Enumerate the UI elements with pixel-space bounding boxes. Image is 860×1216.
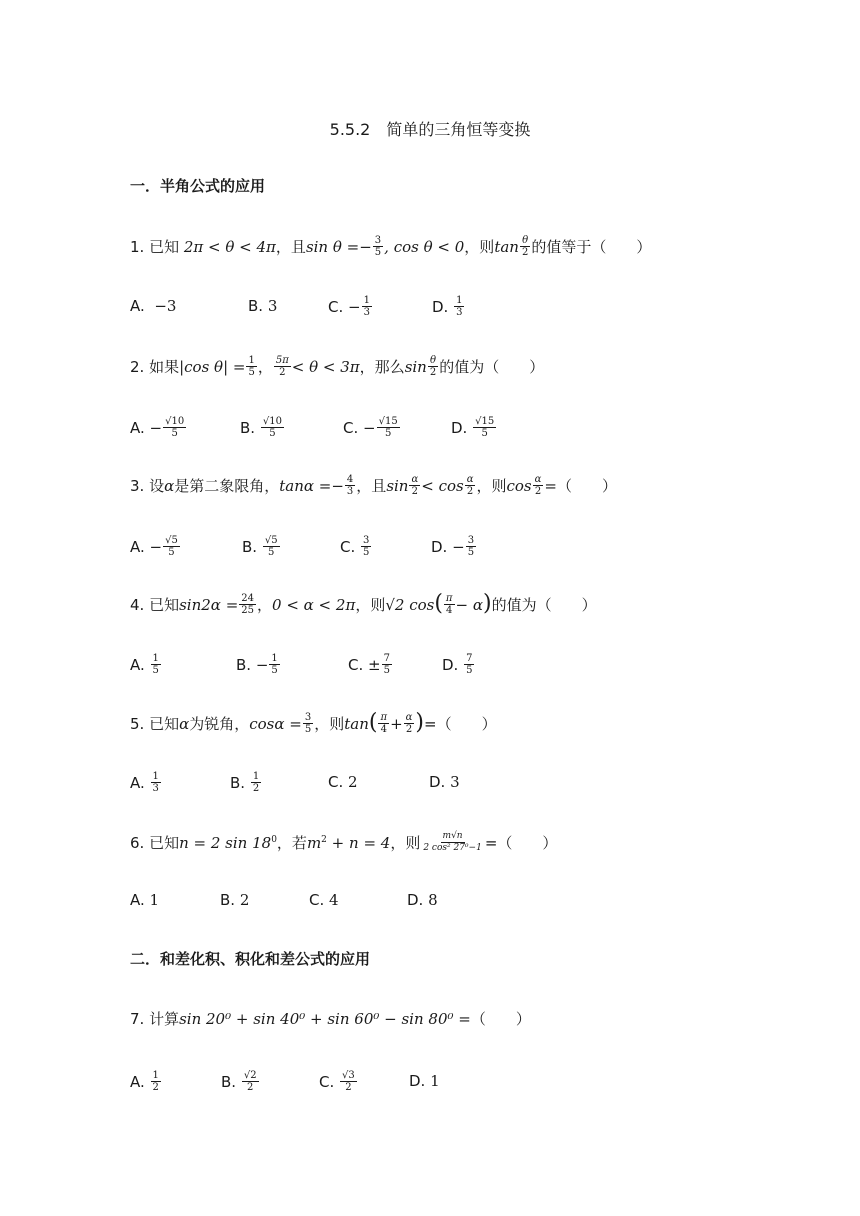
q1-condition: 2π < θ < 4π	[183, 238, 276, 256]
q2-option-b[interactable]: B. $\frac{√10}{5}$	[240, 416, 282, 439]
q4-option-d[interactable]: D. $\frac{7}{5}$	[442, 653, 473, 676]
q5-option-c[interactable]: C. 2	[328, 773, 358, 791]
q2-option-c[interactable]: C. − $\frac{√15}{5}$	[343, 416, 398, 439]
q7-option-b[interactable]: B. $\frac{√2}{2}$	[221, 1070, 257, 1093]
question-3: 3. 设α是第二象限角，tanα =− $\frac{4}{3}$ ，且sin $\frac{\alpha}{2}$ < cos $\frac{\alpha}{2}$ ，则cos $\frac{\alpha}{2}$ =（ ）	[130, 474, 617, 497]
q1-option-c[interactable]: C. − $\frac{1}{3}$	[328, 295, 370, 318]
page-title: 5.5.2 简单的三角恒等变换	[329, 120, 531, 139]
q6-option-c[interactable]: C. 4	[309, 891, 339, 909]
q6-option-a[interactable]: A. 1	[130, 891, 160, 909]
q6-option-d[interactable]: D. 8	[407, 891, 438, 909]
question-2: 2. 如果|cos θ| = $\frac{1}{5}$ ， $\frac{5\pi}{2}$ < θ < 3π，那么sin $\frac{\theta}{2}$ 的值为（ ）	[130, 355, 545, 378]
question-7: 7. 计算sin 20⁰ + sin 40⁰ + sin 60⁰ − sin 80⁰ =（ ）	[130, 1010, 531, 1028]
q3-option-b[interactable]: B. $\frac{√5}{5}$	[242, 535, 278, 558]
question-1: 1. 已知 2π < θ < 4π，且sin θ =− $\frac{3}{5}$ , cos θ < 0，则tan $\frac{\theta}{2}$ 的值等于（ ）	[130, 235, 652, 258]
q4-option-a[interactable]: A. $\frac{1}{5}$	[130, 653, 159, 676]
q2-option-a[interactable]: A. − $\frac{√10}{5}$	[130, 416, 185, 439]
q3-option-d[interactable]: D. − $\frac{3}{5}$	[431, 535, 475, 558]
q2-option-d[interactable]: D. $\frac{√15}{5}$	[451, 416, 495, 439]
q1-fraction: $\frac{3}{5}$	[374, 235, 382, 258]
q5-option-d[interactable]: D. 3	[429, 773, 460, 791]
question-5: 5. 已知α为锐角，cosα = $\frac{3}{5}$ ，则tan( $\frac{\pi}{4}$ + $\frac{\alpha}{2}$ )=（ ）	[130, 709, 497, 735]
q3-option-c[interactable]: C. $\frac{3}{5}$	[340, 535, 370, 558]
q1-number: 1. 已知	[130, 238, 180, 256]
q7-option-a[interactable]: A. $\frac{1}{2}$	[130, 1070, 159, 1093]
question-4: 4. 已知sin2α = $\frac{24}{25}$ ，0 < α < 2π，则√2 cos( $\frac{\pi}{4}$ − α)的值为（ ）	[130, 590, 597, 616]
section-heading-sum-product: 二．和差化积、积化和差公式的应用	[130, 950, 371, 968]
section-heading-half-angle: 一．半角公式的应用	[130, 177, 266, 195]
q4-option-b[interactable]: B. − $\frac{1}{5}$	[236, 653, 278, 676]
q7-option-d[interactable]: D. 1	[409, 1072, 440, 1090]
q3-option-a[interactable]: A. − $\frac{√5}{5}$	[130, 535, 178, 558]
q7-option-c[interactable]: C. $\frac{√3}{2}$	[319, 1070, 355, 1093]
question-6: 6. 已知n = 2 $\sin 18^0$，若$m^2 + n = 4$，则 $\frac{m√n}{\text{2 cos² 27⁰−1}}$ =（ ）	[130, 831, 558, 853]
q6-option-b[interactable]: B. 2	[220, 891, 250, 909]
q5-option-b[interactable]: B. $\frac{1}{2}$	[230, 771, 260, 794]
q1-option-d[interactable]: D. $\frac{1}{3}$	[432, 295, 463, 318]
q1-option-b[interactable]: B. 3	[248, 297, 278, 315]
q1-option-a[interactable]: A. −3	[130, 297, 177, 315]
q1-half-theta: $\frac{\theta}{2}$	[521, 235, 529, 258]
q4-option-c[interactable]: C. ± $\frac{7}{5}$	[348, 653, 390, 676]
q5-option-a[interactable]: A. $\frac{1}{3}$	[130, 771, 159, 794]
q6-fraction: $\frac{m√n}{\text{2 cos² 27⁰−1}}$	[423, 831, 482, 853]
